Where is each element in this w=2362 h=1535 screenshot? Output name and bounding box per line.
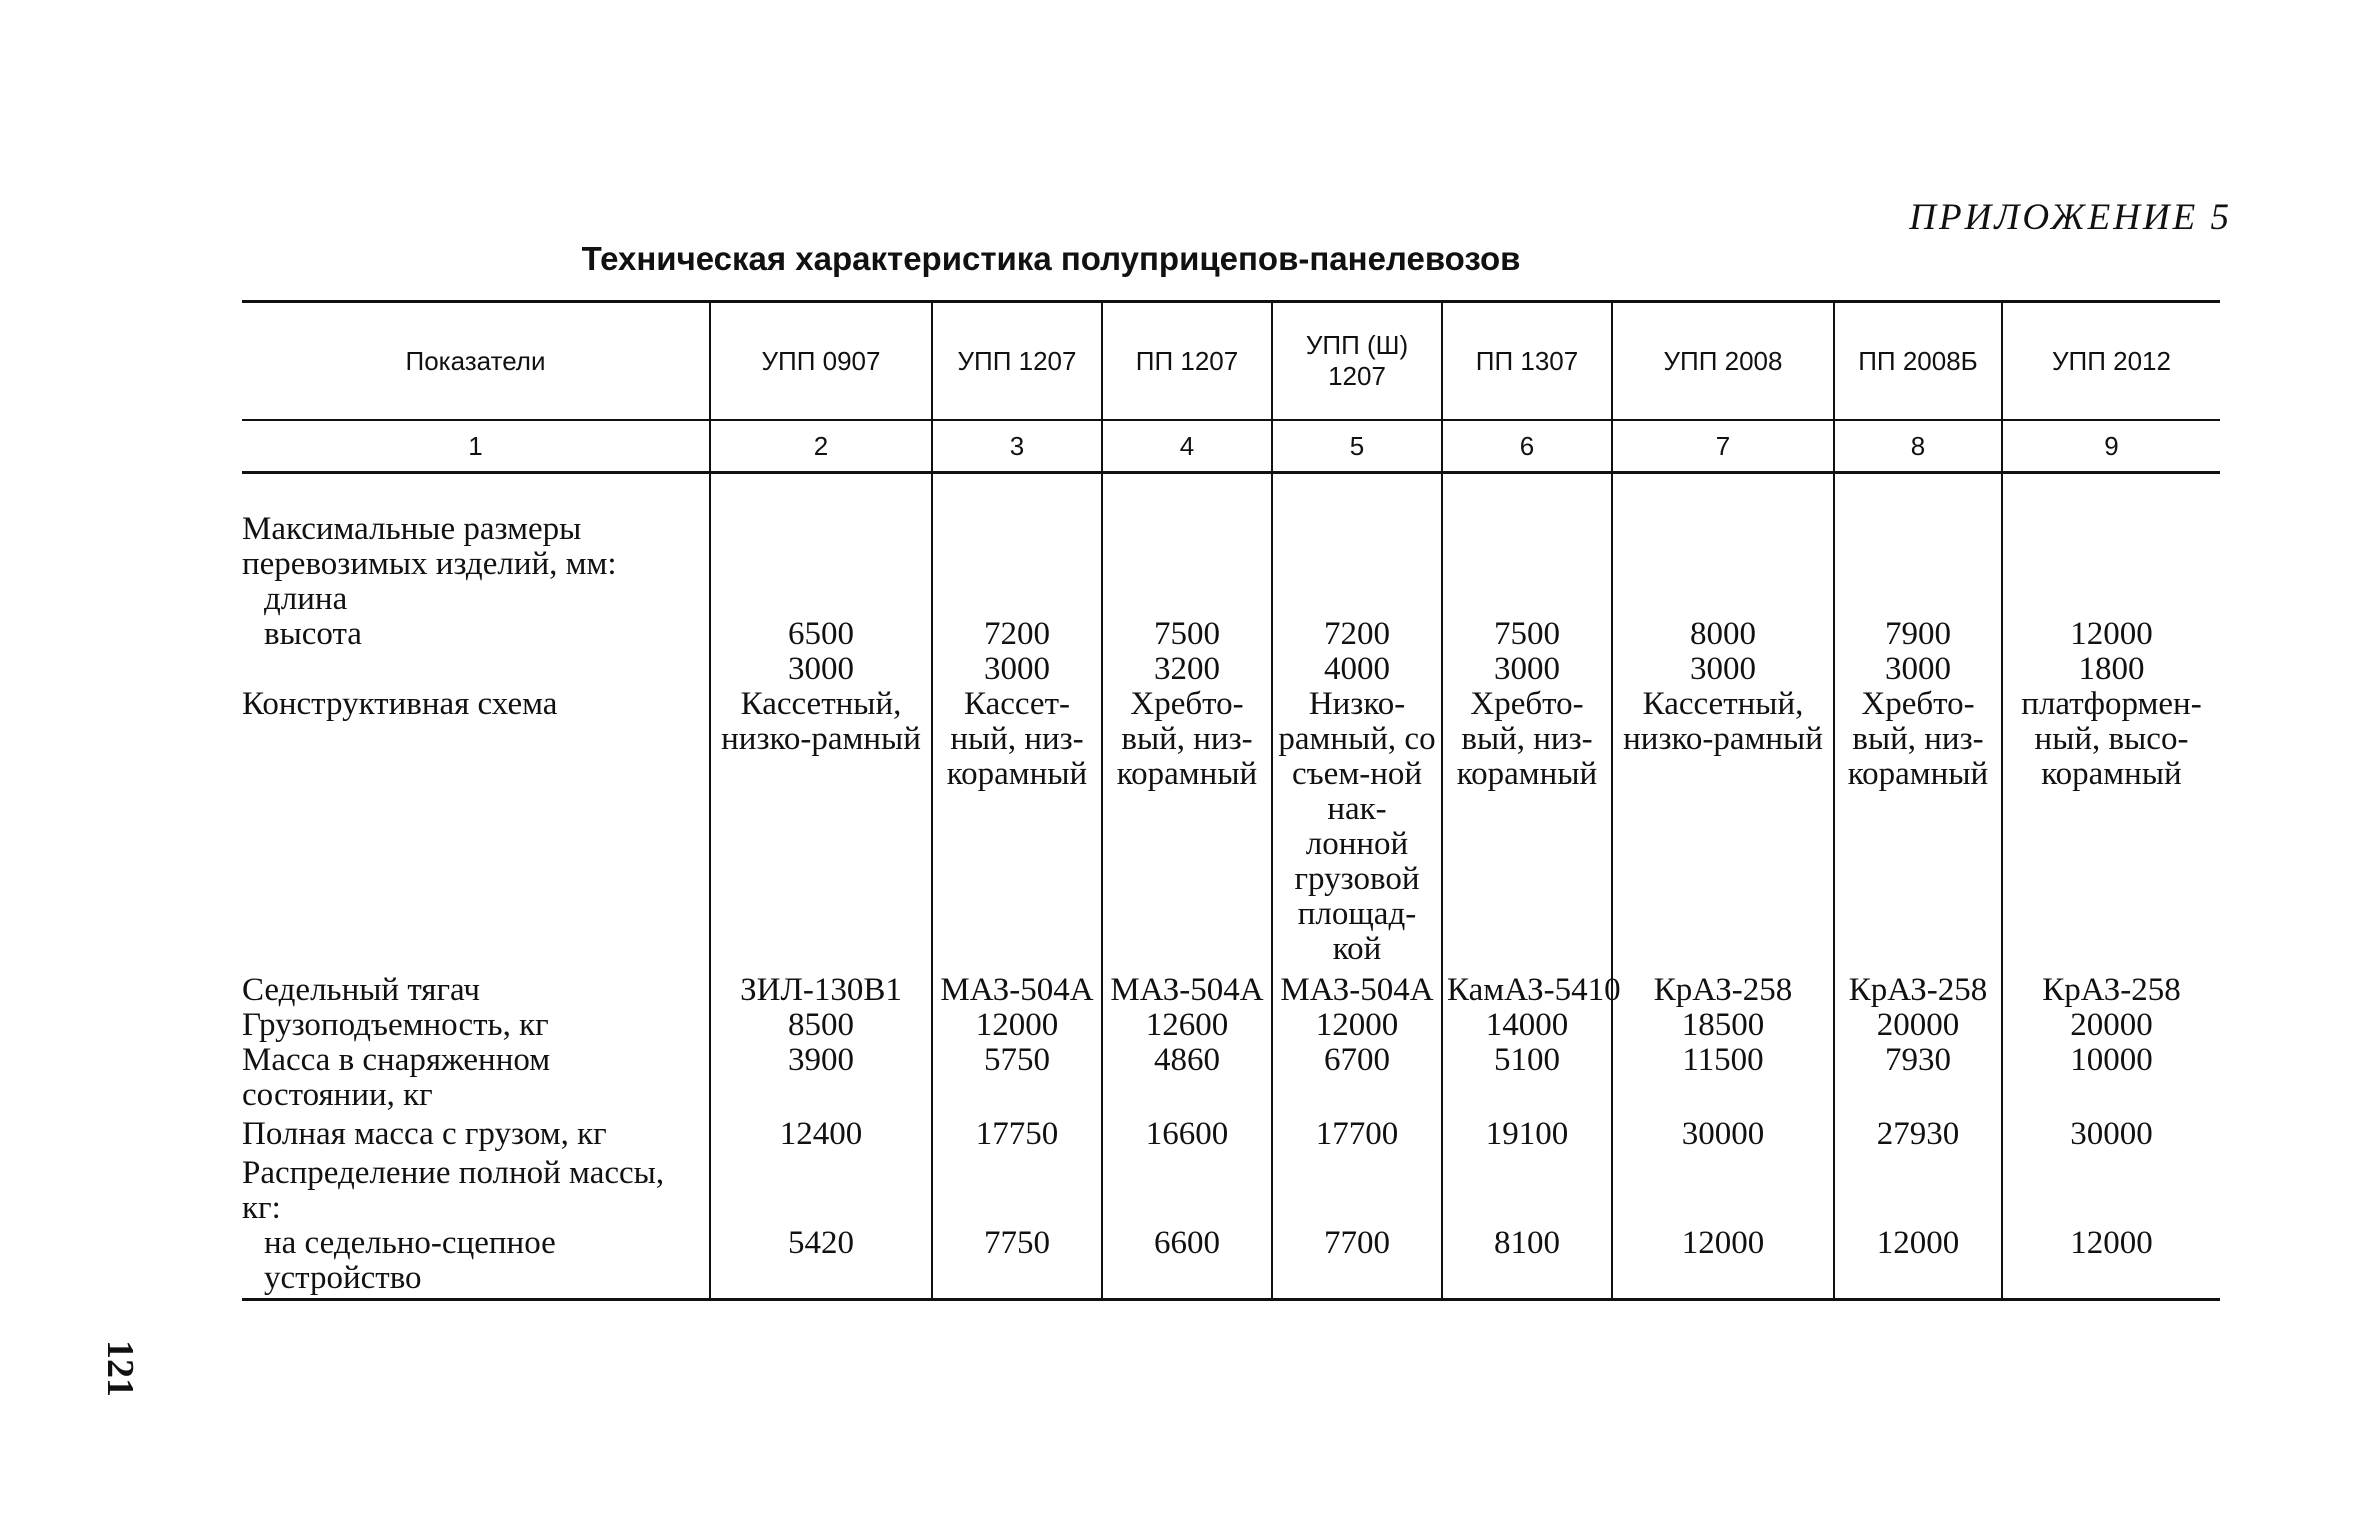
tractor-value: МАЗ-504А	[1272, 967, 1442, 1008]
header-cell: УПП (Ш) 1207	[1272, 302, 1442, 421]
capacity-value: 14000	[1442, 1008, 1612, 1043]
cell-dimensions	[1272, 473, 1442, 688]
tractor-value: КрАЗ-258	[1612, 967, 1834, 1008]
length-value: 7200	[1324, 616, 1390, 652]
height-value: 3000	[1885, 651, 1951, 687]
coupling-value: 6600	[1102, 1152, 1272, 1300]
height-value: 3000	[788, 651, 854, 687]
length-value: 7500	[1494, 616, 1560, 652]
column-number: 2	[710, 420, 932, 473]
table-body	[242, 473, 2220, 1300]
column-number: 7	[1612, 420, 1834, 473]
length-value: 7500	[1154, 616, 1220, 652]
curb-value: 11500	[1612, 1043, 1834, 1113]
tractor-value: КрАЗ-258	[2002, 967, 2220, 1008]
column-number: 3	[932, 420, 1102, 473]
gross-value: 19100	[1442, 1113, 1612, 1152]
page-number: 121	[99, 1340, 141, 1397]
table-row	[242, 473, 2220, 688]
height-value: 4000	[1324, 651, 1390, 687]
header-cell: УПП 1207	[932, 302, 1102, 421]
table-row	[242, 1043, 2220, 1113]
height-value: 3000	[984, 651, 1050, 687]
column-number: 9	[2002, 420, 2220, 473]
gross-value: 12400	[710, 1113, 932, 1152]
tractor-value: МАЗ-504А	[932, 967, 1102, 1008]
tractor-value: МАЗ-504А	[1102, 967, 1272, 1008]
curb-value: 6700	[1272, 1043, 1442, 1113]
coupling-value: 5420	[710, 1152, 932, 1300]
curb-value: 5750	[932, 1043, 1102, 1113]
scheme-value: Низко-рамный, со съем-ной нак-лонной грузовой площад-кой	[1272, 687, 1442, 967]
capacity-label: Грузоподъемность, кг	[242, 1007, 549, 1043]
column-number: 4	[1102, 420, 1272, 473]
scheme-value: платформен-ный, высо-корамный	[2002, 687, 2220, 967]
length-label: длина	[264, 581, 348, 617]
tractor-value: ЗИЛ-130В1	[710, 967, 932, 1008]
tractor-value: КамАЗ-5410	[1442, 967, 1612, 1008]
coupling-value: 12000	[2002, 1152, 2220, 1300]
table-row	[242, 1008, 2220, 1043]
header-cell: ПП 1307	[1442, 302, 1612, 421]
length-value: 12000	[2070, 616, 2153, 652]
column-number-row	[242, 420, 2220, 473]
length-value: 8000	[1690, 616, 1756, 652]
scheme-value: Кассетный, низко-рамный	[710, 687, 932, 967]
capacity-value: 12000	[932, 1008, 1102, 1043]
dimensions-label: Максимальные размеры перевозимых изделий, мм:	[242, 511, 617, 582]
capacity-value: 18500	[1612, 1008, 1834, 1043]
capacity-value: 20000	[2002, 1008, 2220, 1043]
gross-value: 17700	[1272, 1113, 1442, 1152]
coupling-value: 12000	[1834, 1152, 2002, 1300]
cell-dimensions	[1442, 473, 1612, 688]
cell-dimensions	[1102, 473, 1272, 688]
gross-value: 30000	[1612, 1113, 1834, 1152]
height-value: 3000	[1494, 651, 1560, 687]
specs-table	[242, 300, 2220, 1301]
scheme-label: Конструктивная схема	[242, 686, 558, 722]
header-cell: Показатели	[242, 302, 710, 421]
gross-value: 30000	[2002, 1113, 2220, 1152]
gross-value: 16600	[1102, 1113, 1272, 1152]
cell-dimensions	[2002, 473, 2220, 688]
cell-dimensions	[932, 473, 1102, 688]
length-value: 7900	[1885, 616, 1951, 652]
row-label	[242, 473, 710, 688]
coupling-value: 7700	[1272, 1152, 1442, 1300]
gross-label: Полная масса с грузом, кг	[242, 1116, 607, 1152]
table-row	[242, 967, 2220, 1008]
header-cell: ПП 2008Б	[1834, 302, 2002, 421]
scheme-value: Хребто-вый, низ-корамный	[1834, 687, 2002, 967]
distribution-label: Распределение полной массы, кг:	[242, 1155, 665, 1226]
capacity-value: 12000	[1272, 1008, 1442, 1043]
capacity-value: 12600	[1102, 1008, 1272, 1043]
length-value: 7200	[984, 616, 1050, 652]
curb-value: 5100	[1442, 1043, 1612, 1113]
column-number: 1	[242, 420, 710, 473]
tractor-label: Седельный тягач	[242, 972, 480, 1008]
height-value: 3000	[1690, 651, 1756, 687]
coupling-label: на седельно-сцепное устройство	[264, 1225, 556, 1296]
scheme-value: Кассет-ный, низ-корамный	[932, 687, 1102, 967]
length-value: 6500	[788, 616, 854, 652]
document-title	[0, 240, 2362, 278]
header-row	[242, 302, 2220, 421]
header-cell: УПП 2008	[1612, 302, 1834, 421]
curb-value: 10000	[2002, 1043, 2220, 1113]
header-cell: УПП 0907	[710, 302, 932, 421]
curb-label: Масса в снаряженном состоянии, кг	[242, 1042, 551, 1113]
curb-value: 4860	[1102, 1043, 1272, 1113]
height-value: 3200	[1154, 651, 1220, 687]
height-value: 1800	[2078, 651, 2145, 687]
document-title-text: Техническая характеристика полуприцепов-панелевозов	[581, 240, 1521, 277]
capacity-value: 8500	[710, 1008, 932, 1043]
scheme-value: Кассетный, низко-рамный	[1612, 687, 1834, 967]
coupling-value: 8100	[1442, 1152, 1612, 1300]
cell-dimensions	[1834, 473, 2002, 688]
scheme-value: Хребто-вый, низ-корамный	[1102, 687, 1272, 967]
gross-value: 17750	[932, 1113, 1102, 1152]
tractor-value: КрАЗ-258	[1834, 967, 2002, 1008]
header-cell: ПП 1207	[1102, 302, 1272, 421]
height-label: высота	[264, 616, 362, 652]
cell-dimensions	[1612, 473, 1834, 688]
column-number: 8	[1834, 420, 2002, 473]
appendix-label: ПРИЛОЖЕНИЕ 5	[1909, 197, 2232, 238]
curb-value: 7930	[1834, 1043, 2002, 1113]
table-row	[242, 1113, 2220, 1152]
header-cell: УПП 2012	[2002, 302, 2220, 421]
gross-value: 27930	[1834, 1113, 2002, 1152]
cell-dimensions	[710, 473, 932, 688]
curb-value: 3900	[710, 1043, 932, 1113]
scheme-value: Хребто-вый, низ-корамный	[1442, 687, 1612, 967]
table-row	[242, 687, 2220, 967]
table-row	[242, 1152, 2220, 1300]
coupling-value: 12000	[1612, 1152, 1834, 1300]
capacity-value: 20000	[1834, 1008, 2002, 1043]
row-label	[242, 1152, 710, 1300]
coupling-value: 7750	[932, 1152, 1102, 1300]
column-number: 5	[1272, 420, 1442, 473]
column-number: 6	[1442, 420, 1612, 473]
